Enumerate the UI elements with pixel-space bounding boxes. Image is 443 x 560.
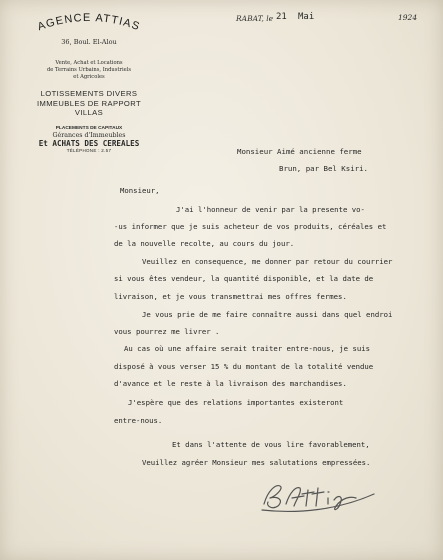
cereales-line: Et ACHATS DES CEREALES (38, 138, 140, 148)
services-block (14, 60, 164, 81)
body-line: Veuillez en consequence, me donner par retour du courrier (142, 257, 393, 266)
capitaux-line: PLACEMENTS DE CAPITAUX (55, 125, 123, 131)
body-line: J'ai l'honneur de venir par la presente vo- (176, 205, 365, 214)
services-line: et Agricoles (73, 74, 105, 80)
lots-line: IMMEUBLES DE RAPPORT (36, 98, 142, 108)
services-line: Vente, Achat et Locations (55, 60, 123, 66)
date-line (232, 12, 432, 26)
body-line: de la nouvelle recolte, au cours du jour. (114, 239, 295, 248)
salutation: Monsieur, (120, 186, 160, 195)
company-address: 36, Boul. El-Alou (61, 38, 117, 46)
body-line: disposé à vous verser 15 % du montant de la totalité vendue (114, 362, 374, 371)
recipient-line: Monsieur Aimé ancienne ferme (237, 147, 362, 156)
body-line: livraison, et je vous transmettrai mes offres fermes. (114, 292, 347, 301)
body-line: Au cas où une affaire serait traiter entre-nous, je suis (124, 344, 371, 353)
services-line: de Terrains Urbains, Industriels (46, 67, 132, 73)
gerances-line: Gérances d'Immeubles (52, 131, 126, 139)
signature (258, 470, 378, 514)
date-year: 1924 (398, 13, 418, 22)
svg-text:AGENCE ATTIAS (36, 12, 142, 33)
date-place: RABAT, le (236, 14, 274, 23)
date-day: 21 (276, 12, 287, 22)
body-line: si vous êtes vendeur, la quantité disponible, et la date de (114, 274, 374, 283)
body-line: d'avance et le reste à la livraison des marchandises. (114, 379, 347, 388)
company-name-arc (14, 10, 164, 40)
body-line: Et dans l'attente de vous lire favorablement, (172, 440, 370, 449)
body-line: entre-nous. (114, 416, 163, 425)
recipient-line: Brun, par Bel Ksiri. (279, 164, 368, 173)
date-month: Mai (298, 12, 315, 22)
telephone-line: TÉLÉPHONE : 2.57 (66, 147, 112, 153)
body-line: Je vous prie de me faire connaître aussi dans quel endroi (142, 310, 393, 319)
company-name: AGENCE ATTIAS (36, 11, 142, 34)
recipient-block (237, 143, 368, 177)
body-line: vous pourrez me livrer . (114, 327, 220, 336)
body-line: -us informer que je suis acheteur de vos produits, céréales et (114, 222, 387, 231)
body-line: J'espère que des relations importantes existeront (128, 398, 344, 407)
lots-block (14, 89, 164, 118)
lots-line: LOTISSEMENTS DIVERS (40, 89, 138, 98)
letterhead (14, 10, 164, 154)
body-line: Veuillez agréer Monsieur mes salutations empressées. (142, 458, 371, 467)
lots-line: VILLAS (74, 108, 104, 117)
